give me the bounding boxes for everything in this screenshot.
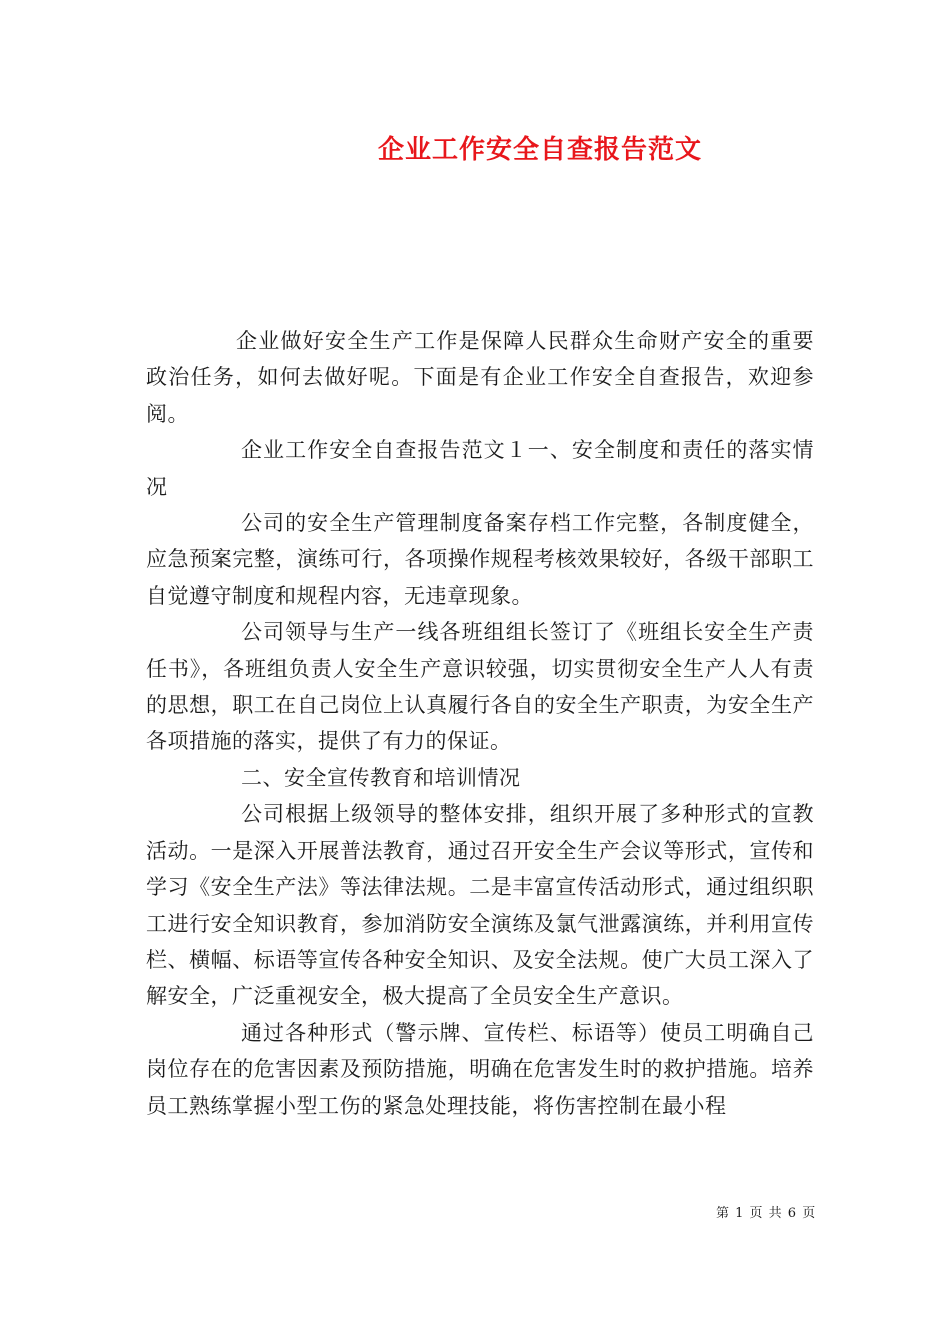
document-title: 企业工作安全自查报告范文 <box>377 135 702 165</box>
paragraph-section-1-heading: 企业工作安全自查报告范文１一、安全制度和责任的落实情况 <box>146 438 814 499</box>
paragraph-intro: 企业做好安全生产工作是保障人民群众生命财产安全的重要政治任务，如何去做好呢。下面是有企业工作安全自查报告，欢迎参阅。 <box>146 329 814 426</box>
paragraph-hazard-awareness: 通过各种形式（警示牌、宣传栏、标语等）使员工明确自己岗位存在的危害因素及预防措施，明确在危害发生时的救护措施。培养员工熟练掌握小型工伤的紧急处理技能，将伤害控制在最小程 <box>146 1020 814 1118</box>
paragraph-publicity-education: 公司根据上级领导的整体安排，组织开展了多种形式的宣教活动。一是深入开展普法教育，通过召开安全生产会议等形式，宣传和学习《安全生产法》等法律法规。二是丰富宣传活动形式，通过组织职工进行安全知识教育，参加消防安全演练及氯气泄露演练，并利用宣传栏、横幅、标语等宣传各种安全知识、及安全法规。使广大员工深入了解安全，广泛重视安全，极大提高了全员安全生产意识。 <box>146 802 814 1009</box>
paragraph-responsibility: 公司领导与生产一线各班组组长签订了《班组长安全生产责任书》，各班组负责人安全生产意识较强，切实贯彻安全生产人人有责的思想，职工在自己岗位上认真履行各自的安全生产职责，为安全生产各项措施的落实，提供了有力的保证。 <box>146 620 814 754</box>
paragraph-section-2-heading: 二、安全宣传教育和培训情况 <box>241 765 521 790</box>
page-number-footer: 第 1 页 共 6 页 <box>716 1206 817 1221</box>
paragraph-system-archive: 公司的安全生产管理制度备案存档工作完整，各制度健全，应急预案完整，演练可行，各项操作规程考核效果较好，各级干部职工自觉遵守制度和规程内容，无违章现象。 <box>146 511 814 608</box>
document-body <box>146 323 814 1124</box>
